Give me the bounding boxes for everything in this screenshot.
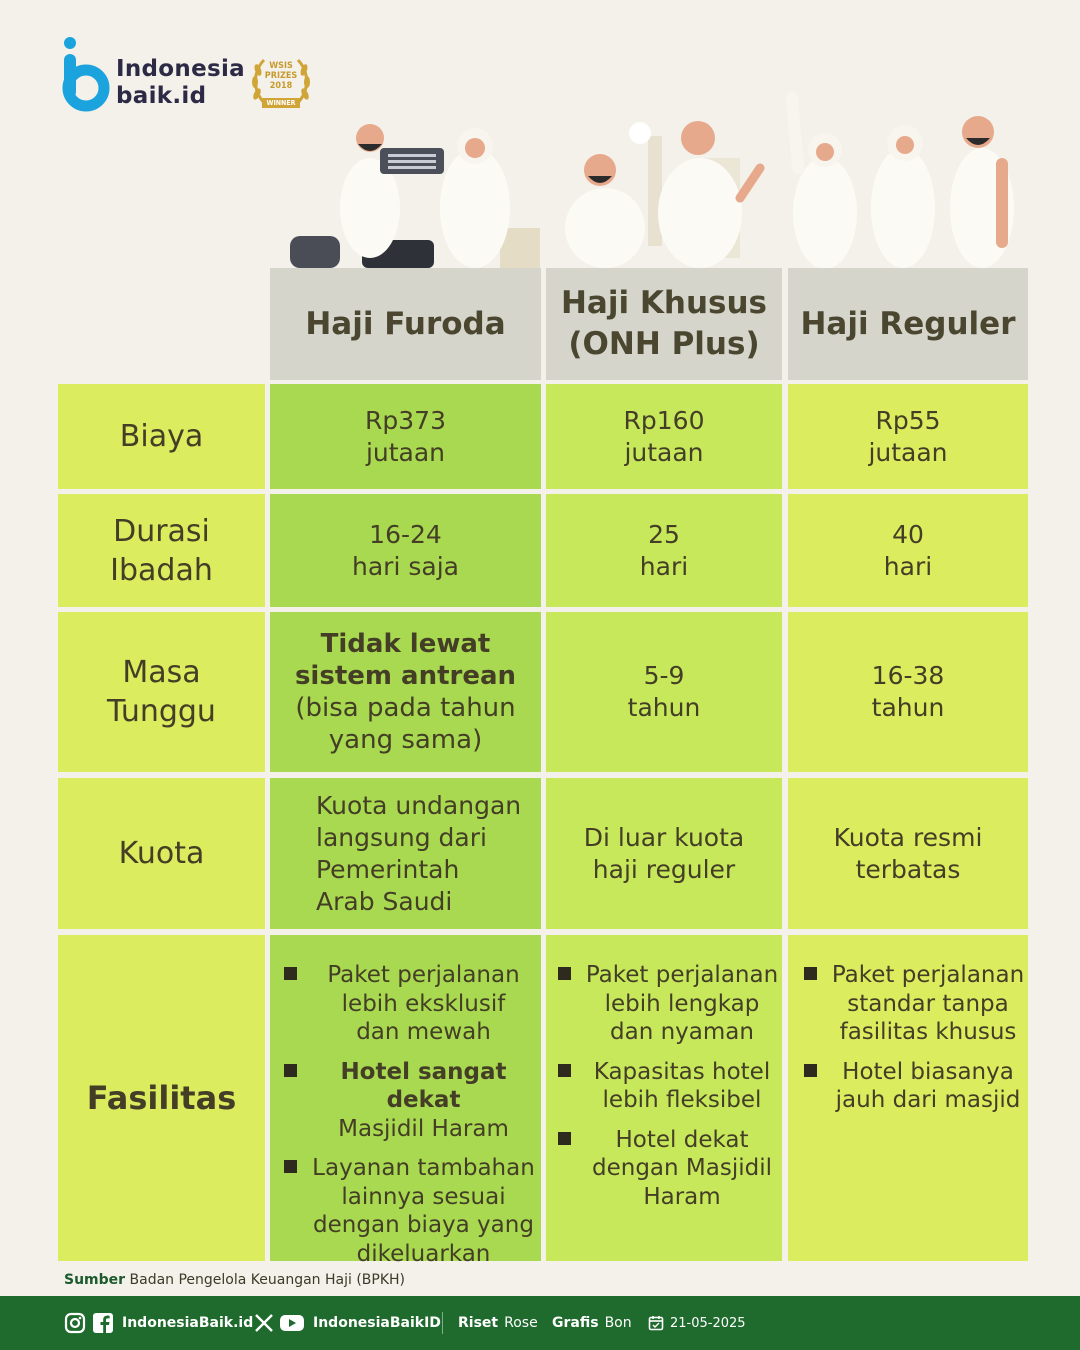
row-label-text: Kuota bbox=[118, 836, 205, 871]
footer-bar bbox=[0, 1296, 1080, 1350]
pilgrim-woman-2-icon bbox=[871, 125, 935, 268]
list-item-line: dengan Masjidil bbox=[592, 1155, 772, 1181]
pilgrim-man-seated-icon bbox=[565, 122, 651, 268]
header-haji-reguler bbox=[788, 268, 1028, 380]
cell-biaya-reguler bbox=[788, 384, 1028, 489]
list-item bbox=[556, 961, 780, 1047]
list-item-line: lainnya sesuai bbox=[341, 1183, 506, 1210]
cell-line: 25 bbox=[648, 519, 680, 549]
footer-riset-name: Rose bbox=[504, 1315, 538, 1331]
list-item-line: lebih eksklusif bbox=[341, 990, 506, 1017]
list-item-line: Hotel biasanya bbox=[842, 1058, 1014, 1085]
footer-riset-label: Riset bbox=[458, 1315, 499, 1331]
cell-line: terbatas bbox=[855, 854, 961, 884]
list-item-line: Haram bbox=[643, 1183, 721, 1210]
award-line-4: WINNER bbox=[266, 99, 296, 107]
cell-line: hari bbox=[639, 551, 689, 581]
cell-line: (bisa pada tahun bbox=[295, 693, 516, 723]
cell-line: langsung dari bbox=[316, 822, 487, 852]
list-item bbox=[556, 1058, 780, 1115]
cell-line-bold: sistem antrean bbox=[294, 661, 517, 691]
fasilitas-reguler-list bbox=[802, 961, 1026, 1126]
list-item-line: jauh dari masjid bbox=[835, 1087, 1021, 1113]
cell-line: Kuota undangan bbox=[316, 790, 522, 820]
list-item bbox=[282, 1058, 537, 1144]
fasilitas-furoda-list bbox=[282, 961, 537, 1279]
cell-line: haji reguler bbox=[592, 854, 736, 884]
list-item bbox=[282, 961, 537, 1047]
bullet-icon bbox=[804, 967, 817, 980]
cell-line: yang sama) bbox=[328, 725, 483, 755]
pilgrim-woman-raising-hand-icon bbox=[792, 98, 857, 268]
row-label-text: Fasilitas bbox=[86, 1078, 237, 1117]
list-item-line: Hotel sangat dekat bbox=[340, 1058, 507, 1113]
cell-durasi-reguler bbox=[788, 494, 1028, 607]
bullet-icon bbox=[558, 1132, 571, 1145]
cell-line: 5-9 bbox=[643, 661, 685, 690]
footer-date-text: 21-05-2025 bbox=[670, 1315, 746, 1331]
social-icons-group-2 bbox=[254, 1296, 441, 1350]
footer-divider bbox=[442, 1312, 443, 1334]
row-label-kuota bbox=[58, 778, 265, 929]
cell-masa-tunggu-khusus bbox=[546, 612, 782, 772]
footer-grafis-name: Bon bbox=[604, 1315, 632, 1331]
row-label-line: Masa bbox=[122, 655, 201, 690]
cell-durasi-furoda bbox=[270, 494, 541, 607]
source-note bbox=[64, 1272, 405, 1288]
cell-line: Kuota resmi bbox=[833, 822, 983, 852]
award-line-2: PRIZES bbox=[264, 71, 298, 81]
list-item bbox=[282, 1154, 537, 1268]
cell-line: Rp160 bbox=[623, 405, 705, 435]
cell-line: Di luar kuota bbox=[583, 822, 745, 852]
row-label-fasilitas bbox=[58, 935, 265, 1261]
cell-line: Rp373 bbox=[365, 405, 446, 435]
facebook-icon[interactable] bbox=[92, 1312, 114, 1334]
header-haji-khusus-line1: Haji Khusus bbox=[560, 285, 768, 321]
fasilitas-khusus-list bbox=[556, 961, 780, 1222]
list-item-line: Layanan tambahan bbox=[312, 1155, 535, 1181]
list-item-line: fasilitas khusus bbox=[839, 1019, 1017, 1045]
footer-handle-2[interactable]: IndonesiaBaikID bbox=[313, 1315, 441, 1331]
pilgrim-man-luggage-icon bbox=[290, 124, 444, 268]
cell-line: jutaan bbox=[624, 437, 704, 467]
list-item-line: Paket perjalanan bbox=[327, 962, 520, 988]
footer-grafis bbox=[552, 1296, 632, 1350]
footer-date bbox=[648, 1296, 746, 1350]
instagram-icon[interactable] bbox=[64, 1312, 86, 1334]
list-item-line: standar tanpa bbox=[847, 990, 1009, 1017]
cell-durasi-khusus bbox=[546, 494, 782, 607]
social-icons-group-1 bbox=[64, 1296, 253, 1350]
pilgrim-man-praying-icon bbox=[658, 121, 760, 268]
cell-fasilitas-reguler bbox=[788, 935, 1028, 1261]
cell-biaya-khusus bbox=[546, 384, 782, 489]
cell-line: jutaan bbox=[868, 437, 948, 467]
cell-line-bold: Tidak lewat bbox=[320, 629, 491, 659]
footer-riset bbox=[458, 1296, 538, 1350]
row-label-durasi-ibadah bbox=[58, 494, 265, 607]
list-item-line: dikeluarkan bbox=[356, 1240, 491, 1267]
pilgrim-man-standing-icon bbox=[950, 116, 1014, 268]
list-item bbox=[802, 961, 1026, 1047]
cell-line: hari bbox=[883, 551, 933, 581]
bullet-icon bbox=[284, 967, 297, 980]
header-haji-reguler-text: Haji Reguler bbox=[800, 305, 1016, 342]
row-label-line: Durasi bbox=[113, 513, 210, 549]
cell-kuota-furoda bbox=[270, 778, 541, 929]
list-item-line: Hotel dekat bbox=[615, 1126, 749, 1153]
list-item-line: lebih fleksibel bbox=[602, 1087, 762, 1113]
cell-line: Pemerintah bbox=[316, 854, 460, 884]
bullet-icon bbox=[558, 1064, 571, 1077]
award-line-3: 2018 bbox=[269, 81, 293, 91]
calendar-icon bbox=[648, 1315, 664, 1331]
header-haji-khusus-line2: (ONH Plus) bbox=[568, 326, 760, 362]
list-item-line: dan mewah bbox=[356, 1019, 491, 1045]
list-item-line: dengan biaya yang bbox=[313, 1212, 534, 1238]
header-haji-furoda bbox=[270, 268, 541, 380]
cell-masa-tunggu-furoda bbox=[270, 612, 541, 772]
youtube-icon[interactable] bbox=[279, 1313, 305, 1333]
cell-line: 16-24 bbox=[369, 519, 442, 549]
bullet-icon bbox=[284, 1160, 297, 1173]
cell-line: 40 bbox=[892, 519, 924, 549]
row-label-masa-tunggu bbox=[58, 612, 265, 772]
list-item-line: Masjidil Haram bbox=[338, 1115, 509, 1142]
cell-line: tahun bbox=[871, 693, 945, 722]
list-item-line: Paket perjalanan bbox=[831, 962, 1025, 988]
row-label-biaya bbox=[58, 384, 265, 489]
cell-masa-tunggu-reguler bbox=[788, 612, 1028, 772]
list-item bbox=[802, 1058, 1026, 1115]
list-item-line: Paket perjalanan bbox=[585, 962, 779, 988]
source-label: Sumber bbox=[64, 1272, 126, 1288]
cell-fasilitas-khusus bbox=[546, 935, 782, 1261]
award-line-1: WSIS bbox=[269, 61, 293, 71]
bullet-icon bbox=[804, 1064, 817, 1077]
header-haji-khusus bbox=[546, 268, 782, 380]
pilgrim-woman-icon bbox=[440, 128, 510, 268]
cell-line: 16-38 bbox=[871, 661, 945, 690]
cell-kuota-khusus bbox=[546, 778, 782, 929]
bullet-icon bbox=[558, 967, 571, 980]
list-item-line: lebih lengkap bbox=[604, 990, 760, 1017]
brand-name-line1: Indonesia bbox=[116, 56, 245, 82]
pilgrims-illustration bbox=[270, 88, 1030, 268]
cell-kuota-reguler bbox=[788, 778, 1028, 929]
brand-name-line2: baik.id bbox=[116, 83, 207, 109]
cell-biaya-furoda bbox=[270, 384, 541, 489]
row-label-text: Biaya bbox=[119, 419, 204, 454]
brand-name bbox=[116, 56, 245, 110]
bullet-icon bbox=[284, 1064, 297, 1077]
cell-line: hari saja bbox=[352, 551, 459, 581]
cell-line: Arab Saudi bbox=[316, 886, 453, 916]
cell-line: tahun bbox=[627, 693, 701, 722]
row-label-line: Tunggu bbox=[107, 694, 216, 729]
source-text: Badan Pengelola Keuangan Haji (BPKH) bbox=[129, 1272, 406, 1288]
list-item-line: Kapasitas hotel bbox=[593, 1058, 771, 1085]
list-item-line: dan nyaman bbox=[610, 1019, 754, 1045]
cell-line: Rp55 bbox=[875, 405, 941, 435]
x-twitter-icon[interactable] bbox=[254, 1313, 274, 1333]
row-label-line: Ibadah bbox=[110, 552, 213, 588]
cell-fasilitas-furoda bbox=[270, 935, 541, 1267]
list-item bbox=[556, 1126, 780, 1212]
cell-line: jutaan bbox=[365, 437, 446, 467]
footer-handle-1[interactable]: IndonesiaBaik.id bbox=[122, 1315, 254, 1331]
footer-grafis-label: Grafis bbox=[552, 1315, 599, 1331]
indonesia-baik-logo-icon bbox=[62, 36, 112, 112]
header-haji-furoda-text: Haji Furoda bbox=[305, 305, 506, 342]
